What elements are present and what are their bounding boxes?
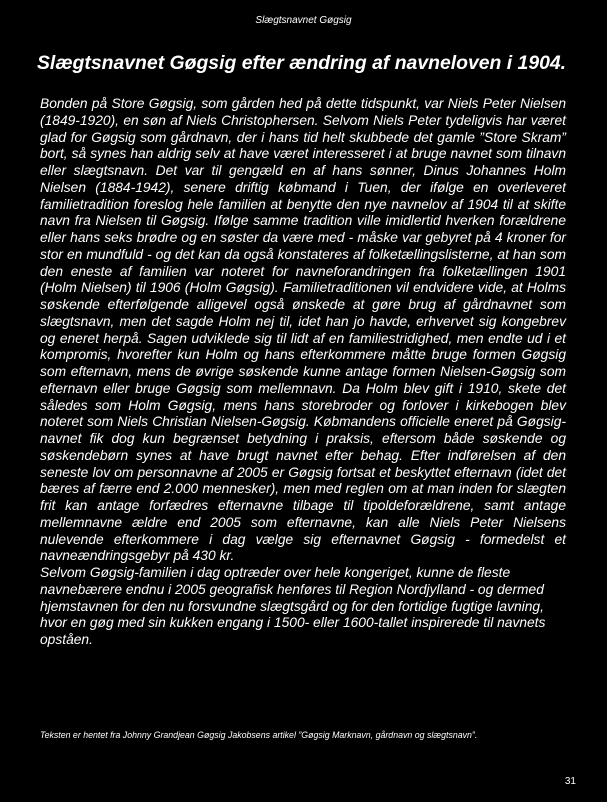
article-paragraph-1: Bonden på Store Gøgsig, som gården hed på dette tidspunkt, var Niels Peter Nielsen (1849-1920), en søn af Niels Christophersen. Selvom Niels Peter tydeligvis har været glad for Gøgsig som gårdnavn, der i hans tid helt skubbede det gamle ”Store Skram” bort, så synes han aldrig selv at have været interesseret i at bruge navnet som tilnavn eller slægtsnavn. Det var til gengæld en af hans sønner, Dinus Johannes Holm Nielsen (1884-1942), senere driftig købmand i Tuen, der ifølge en overleveret familietradition foreslog hele familien at benytte den nye navnelov af 1904 til at skifte navn fra Nielsen til Gøgsig. Ifølge samme tradition ville imidlertid hverken forældrene eller hans seks brødre og en søster da være med - måske var gebyret på 4 kroner for stor en mundfuld - og det kan da også konstateres af folketællingslisterne, at han som den eneste af familien var noteret for navneforandringen fra folketællingen 1901 (Holm Nielsen) til 1906 (Holm Gøgsig). Familietraditionen vil endvidere vide, at Holms søskende efterfølgende alligevel også ønskede at gøre brug af gårdnavnet som slægtsnavn, men det sagde Holm nej til, idet han jo havde, erhvervet sig kongebrev og eneret herpå. Sagen udviklede sig til lidt af en familiestridighed, men endte ud i et kompromis, hvorefter kun Holm og hans efterkommere måtte bruge formen Gøgsig som efternavn, mens de øvrige søskende kunne antage formen Nielsen-Gøgsig som efternavn eller bruge Gøgsig som mellemnavn. Da Holm blev gift i 1910, skete det således som Holm Gøgsig, mens hans storebroder og forlover i kirkebogen blev noteret som Niels Christian Nielsen-Gøgsig. Købmandens officielle eneret på Gøgsig-navnet fik dog kun begrænset betydning i praksis, eftersom både søskende og søskendebørn synes at have brugt navnet efter behag. Efter indførelsen af den seneste lov om personnavne af 2005 er Gøgsig fortsat et beskyttet efternavn (idet det bæres af færre end 2.000 mennesker), men med reglen om at man inden for slægten frit kan antage forfædres efternavne tilbage til tipoldeforældrene, samt antage mellemnavne ældre end 2005 som efternavne, kan alle Niels Peter Nielsens nulevende efterkommere i dag vælge sig efternavnet Gøgsig - formedelst et navneændringsgebyr på 430 kr. [40, 96, 566, 564]
article-title: Slægtsnavnet Gøgsig efter ændring af navneloven i 1904. [37, 52, 567, 74]
source-note: Teksten er hentet fra Johnny Grandjean Gøgsig Jakobsens artikel ”Gøgsig Marknavn, gårdnavn og slægtsnavn”. [40, 730, 478, 740]
running-header: Slægtsnavnet Gøgsig [255, 15, 352, 26]
page-number: 31 [564, 776, 576, 787]
article-body [40, 96, 566, 649]
article-paragraph-2: Selvom Gøgsig-familien i dag optræder over hele kongeriget, kunne de fleste navnebærere endnu i 2005 geografisk henføres til Region Nordjylland - og dermed hjemstavnen for den nu forsvundne slægtsgård og for den fortidige fugtige lavning, hvor en gøg med sin kukken engang i 1500- eller 1600-tallet inspirerede til navnets opståen. [40, 565, 546, 647]
